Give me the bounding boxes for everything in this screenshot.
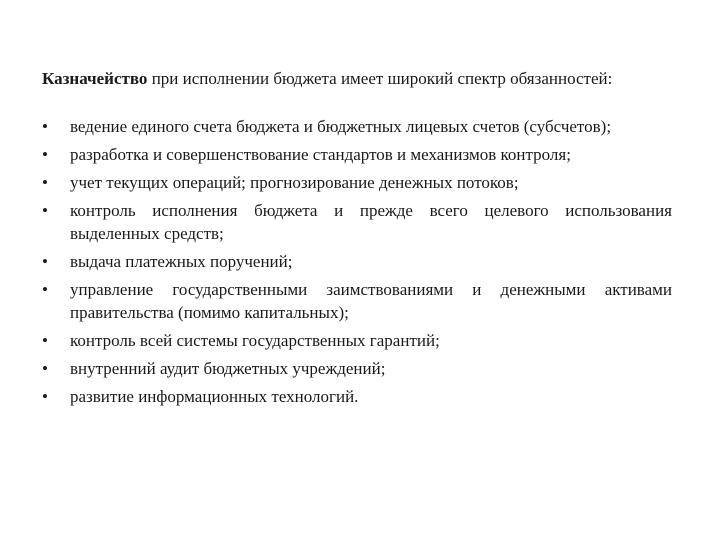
list-item-text: контроль исполнения бюджета и прежде всего целевого использования выделенных средств; xyxy=(70,201,672,243)
bullet-icon: • xyxy=(42,359,48,378)
slide-content xyxy=(42,67,672,413)
intro-lead-term: Казначейство xyxy=(42,69,148,88)
intro-paragraph xyxy=(42,67,672,90)
list-item xyxy=(42,250,672,273)
list-item xyxy=(42,171,672,194)
bullet-icon: • xyxy=(42,252,48,271)
duties-list xyxy=(42,115,672,408)
bullet-icon: • xyxy=(42,331,48,350)
bullet-icon: • xyxy=(42,145,48,164)
list-item xyxy=(42,199,672,245)
list-item xyxy=(42,329,672,352)
intro-text: при исполнении бюджета имеет широкий спектр обязанностей: xyxy=(147,69,613,88)
list-item xyxy=(42,385,672,408)
list-item-text: разработка и совершенствование стандартов и механизмов контроля; xyxy=(70,145,571,164)
list-item-text: учет текущих операций; прогнозирование денежных потоков; xyxy=(70,173,519,192)
list-item-text: внутренний аудит бюджетных учреждений; xyxy=(70,359,386,378)
bullet-icon: • xyxy=(42,173,48,192)
list-item xyxy=(42,357,672,380)
list-item-text: развитие информационных технологий. xyxy=(70,387,359,406)
list-item xyxy=(42,115,672,138)
list-item xyxy=(42,278,672,324)
list-item-text: управление государственными заимствованиями и денежными активами правительства (помимо капитальных); xyxy=(70,280,672,322)
list-item xyxy=(42,143,672,166)
bullet-icon: • xyxy=(42,117,48,136)
list-item-text: выдача платежных поручений; xyxy=(70,252,293,271)
list-item-text: ведение единого счета бюджета и бюджетных лицевых счетов (субсчетов); xyxy=(70,117,612,136)
list-item-text: контроль всей системы государственных гарантий; xyxy=(70,331,440,350)
bullet-icon: • xyxy=(42,280,48,299)
bullet-icon: • xyxy=(42,201,48,220)
bullet-icon: • xyxy=(42,387,48,406)
